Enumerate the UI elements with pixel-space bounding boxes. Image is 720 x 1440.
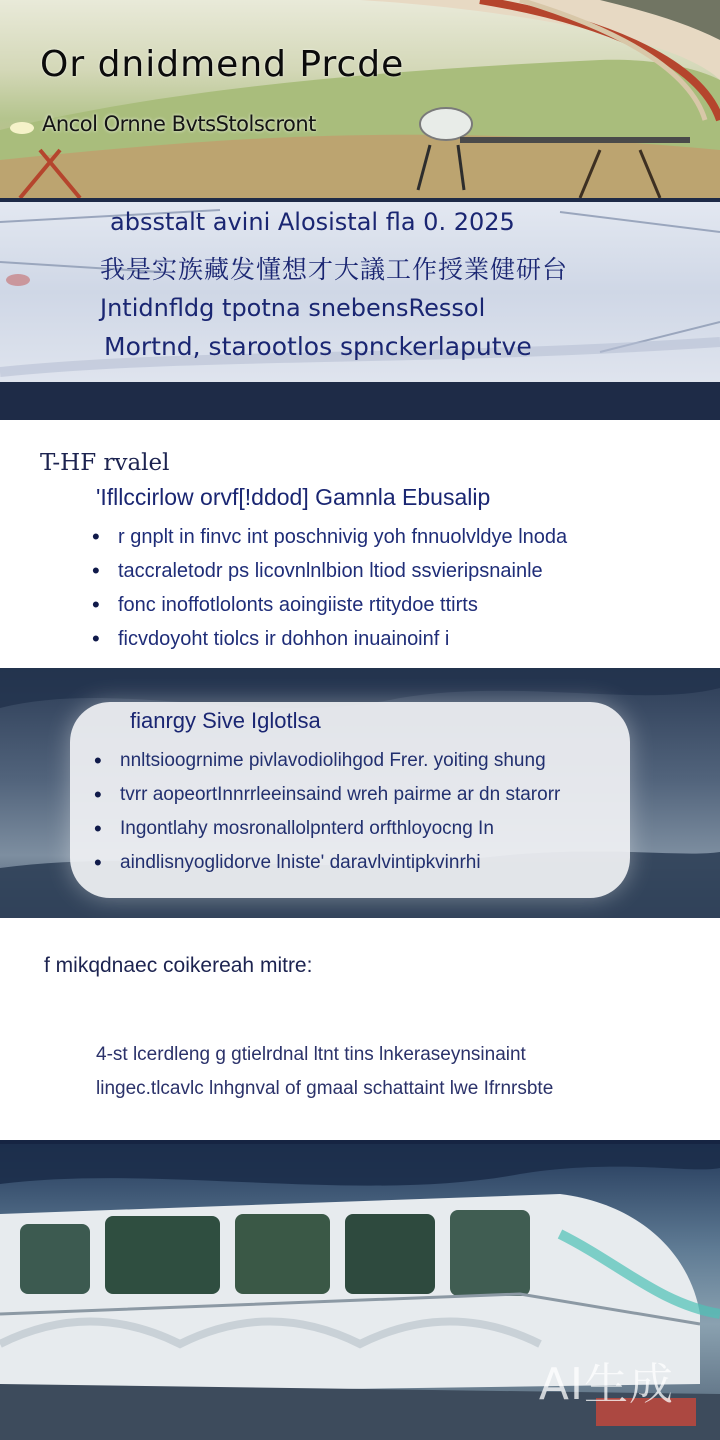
- summary-section: [0, 918, 720, 1140]
- section-subtitle: 'Ifllccirlow orvf[!ddod] Gamnla Ebusalip: [96, 484, 491, 510]
- highlights-section: [0, 668, 720, 918]
- list-item: • tvrr aopeortInnrrleeinsaind wreh pairme ar dn starorr: [94, 778, 560, 812]
- section-title: T-HF rvalel: [40, 450, 170, 476]
- hero-subtitle: Ancol Ornne BvtsStolscront: [42, 112, 316, 136]
- list-item: • Ingontlahy mosronallolpnterd orfthloyocng In: [94, 812, 560, 846]
- features-section: [0, 420, 720, 668]
- banner-line: absstalt avini Alosistal fla 0. 2025: [110, 208, 515, 236]
- hero-banner: [0, 0, 720, 198]
- banner-line: 我是实族藏发懂想才大議工作授業健研台: [100, 255, 569, 284]
- banner-line: Jntidnfldg tpotna snebensRessol: [100, 294, 486, 322]
- section-title: f mikqdnaec coikereah mitre:: [44, 954, 313, 977]
- banner-card: [0, 202, 720, 382]
- bullet-list: [92, 520, 567, 656]
- hero-illustration: [0, 0, 720, 198]
- list-item: • ficvdoyoht tiolcs ir dohhon inuainoinf i: [92, 622, 567, 656]
- hero-title: Or dnidmend Prcde: [40, 44, 405, 85]
- banner-line: Mortnd, starootlos spnckerlaputve: [104, 332, 532, 361]
- list-item: • aindlisnyoglidorve lniste' daravlvintipkvinrhi: [94, 846, 560, 880]
- list-item: • fonc inoffotlolonts aoingiiste rtitydoe ttirts: [92, 588, 567, 622]
- info-banner: [0, 198, 720, 420]
- summary-line: 4-st lcerdleng g gtielrdnal ltnt tins lnkeraseynsinaint: [96, 1044, 526, 1065]
- bullet-list: [94, 744, 560, 880]
- list-item: • nnltsioogrnime pivlavodiolihgod Frer. yoiting shung: [94, 744, 560, 778]
- summary-text: [96, 1038, 696, 1106]
- list-item: • r gnplt in finvc int poschnivig yoh fnnuolvldye lnoda: [92, 520, 567, 554]
- list-item: • taccraletodr ps licovnlnlbion ltiod ssvieripsnainle: [92, 554, 567, 588]
- ai-generated-watermark: AI生成: [538, 1359, 674, 1410]
- section-title: fianrgy Sive Iglotlsa: [130, 708, 321, 733]
- summary-line: lingec.tlcavlc lnhgnval of gmaal schattaint lwe Ifrnrsbte: [96, 1078, 554, 1099]
- train-illustration: [0, 1140, 720, 1440]
